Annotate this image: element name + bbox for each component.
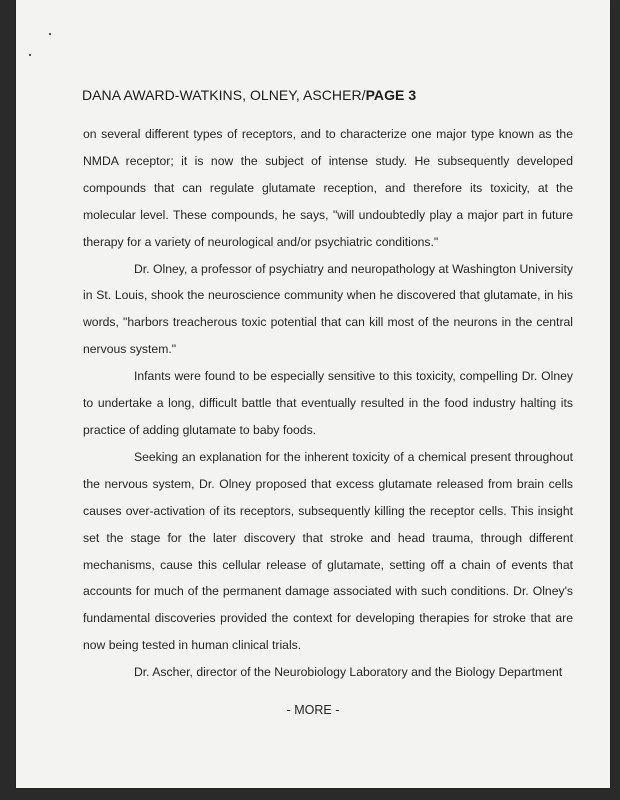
paragraph-explanation: Seeking an explanation for the inherent toxicity of a chemical present throughout the nervous system, Dr. Olney proposed that excess glutamate released from brain cells causes over-activation of its receptors, subsequently killing the receptor cells. This insight set the stage for the later discovery that stroke and head trauma, through different mechanisms, cause this cellular release of glutamate, setting off a chain of events that accounts for much of the permanent damage associated with such conditions. Dr. Olney's fundamental discoveries provided the context for developing therapies for stroke that are now being tested in human clinical trials. [83,449,573,653]
header-page-number: PAGE 3 [365,87,417,103]
header-names: DANA AWARD-WATKINS, OLNEY, ASCHER/ [82,87,366,103]
paper-sheet [16,0,610,788]
page-header [82,87,416,103]
paragraph-continuation: on several different types of receptors, and to characterize one major type known as the NMDA receptor; it is now the subject of intense study. He subsequently developed compounds that can regulate glutamate reception, and therefore its toxicity, at the molecular level. These compounds, he says, "will undoubtedly play a major part in future therapy for a variety of neurological and/or psychiatric conditions." [83,127,573,249]
paragraph-olney-intro: Dr. Olney, a professor of psychiatry and neuropathology at Washington University in St. Louis, shook the neuroscience community when he discovered that glutamate, in his words, "harbors treacherous toxic potential that can kill most of the neurons in the central nervous system." [83,261,573,357]
stray-mark [49,33,51,35]
more-indicator: - MORE - [286,703,340,717]
paragraph-ascher: Dr. Ascher, director of the Neurobiology Laboratory and the Biology Department [134,665,563,680]
stray-mark [29,54,31,56]
paragraph-infants: Infants were found to be especially sensitive to this toxicity, compelling Dr. Olney to undertake a long, difficult battle that eventually resulted in the food industry halting its practice of adding glutamate to baby foods. [83,369,573,437]
body-text [83,121,573,686]
